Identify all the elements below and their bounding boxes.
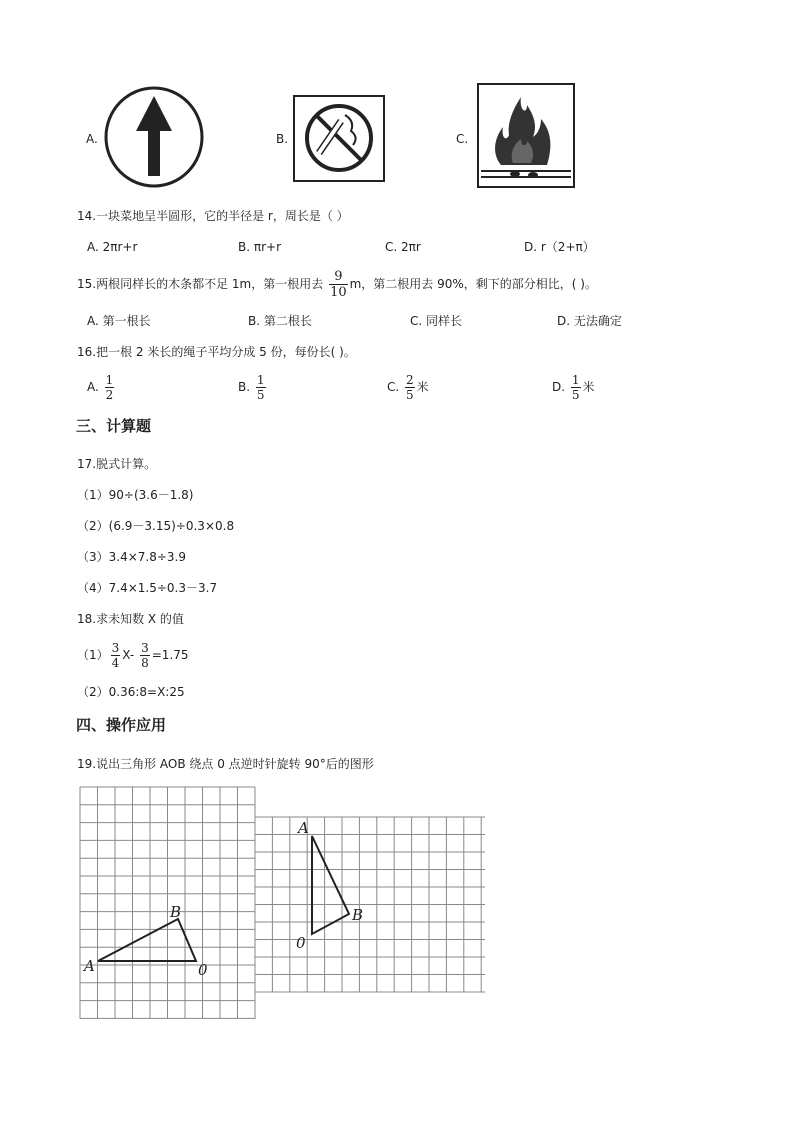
right-triangle-aob: [312, 836, 349, 934]
q15-option-a[interactable]: A. 第一根长: [87, 314, 151, 328]
section-3-heading: 三、计算题: [76, 417, 152, 435]
q16-option-d-label: D.: [552, 380, 566, 394]
q15-fraction-den: 10: [330, 285, 347, 300]
q16-stem: 16.把一根 2 米长的绳子平均分成 5 份，每份长( )。: [77, 345, 356, 359]
q16-option-d-num: 1: [571, 373, 580, 387]
q18-stem: 18.求未知数 X 的值: [77, 612, 184, 626]
left-triangle-aob: [98, 919, 196, 961]
left-grid-lines: [80, 787, 255, 1019]
q16-option-c[interactable]: [387, 373, 429, 401]
q16-option-b-den: 5: [256, 388, 265, 402]
left-label-o: 0: [198, 961, 208, 979]
option-a-label: A.: [86, 132, 98, 146]
q16-option-c-den: 5: [406, 388, 414, 402]
q16-option-a-fraction: [105, 374, 115, 401]
q15-fraction-num: 9: [334, 269, 343, 284]
right-grid-lines: [255, 817, 485, 992]
q18-fraction-1: [111, 642, 121, 669]
q16-option-d-fraction: [571, 374, 581, 401]
section-4-heading: 四、操作应用: [76, 716, 167, 734]
q16-option-b-num: 1: [256, 373, 265, 387]
q17-item-4: （4）7.4×1.5÷0.3－3.7: [77, 581, 218, 595]
q19-stem: 19.说出三角形 AOB 绕点 0 点逆时针旋转 90°后的图形: [77, 757, 374, 771]
q18-fraction-2-num: 3: [141, 641, 149, 655]
q16-option-b-label: B.: [238, 380, 251, 394]
flammable-fire-sign-icon: [477, 83, 575, 188]
q18-item-2: （2）0.36:8=X:25: [77, 685, 185, 699]
q18-item-1-tail: =1.75: [151, 648, 189, 662]
q16-option-b-fraction: [256, 374, 266, 401]
q18-fraction-2-den: 8: [141, 656, 149, 670]
q18-fraction-1-num: 3: [111, 641, 120, 655]
left-label-a: A: [84, 957, 95, 975]
q15-stem-post: m，第二根用去 90%，剩下的部分相比，( )。: [349, 277, 597, 291]
q17-item-1: （1）90÷(3.6－1.8): [77, 488, 194, 502]
q16-option-c-label: C.: [387, 380, 400, 394]
q15-option-c[interactable]: C. 同样长: [410, 314, 463, 328]
q18-item-1: [77, 640, 188, 670]
straight-arrow-sign-icon: [104, 86, 204, 188]
q14-option-d[interactable]: D. r（2+π）: [524, 240, 595, 254]
left-grid-figure: [78, 785, 258, 1021]
q16-option-c-fraction: [405, 374, 415, 401]
q16-option-a-label: A.: [87, 380, 99, 394]
q18-fraction-2: [140, 642, 150, 669]
q16-option-a-den: 2: [105, 388, 114, 402]
q15-option-d[interactable]: D. 无法确定: [557, 314, 622, 328]
option-b-label: B.: [276, 132, 289, 146]
q17-stem: 17.脱式计算。: [77, 457, 157, 471]
q16-option-c-num: 2: [406, 373, 414, 387]
right-label-b: B: [352, 906, 364, 924]
q16-option-a[interactable]: [87, 373, 116, 401]
q17-item-2: （2）(6.9－3.15)÷0.3×0.8: [77, 519, 235, 533]
q16-option-b[interactable]: [238, 373, 268, 401]
q16-option-d-unit: 米: [582, 380, 595, 394]
left-label-b: B: [170, 903, 182, 921]
q16-option-d[interactable]: [552, 373, 595, 401]
right-label-o: 0: [296, 934, 306, 952]
right-grid-figure: [254, 816, 488, 994]
q14-option-b[interactable]: B. πr+r: [238, 240, 282, 254]
right-label-a: A: [298, 819, 309, 837]
q14-option-a[interactable]: A. 2πr+r: [87, 240, 138, 254]
q16-option-c-unit: 米: [416, 380, 429, 394]
q18-item-1-mid: X-: [122, 648, 135, 662]
q18-item-1-prefix: （1）: [77, 648, 109, 662]
q15-fraction: [329, 270, 348, 299]
q17-item-3: （3）3.4×7.8÷3.9: [77, 550, 186, 564]
no-smoking-sign-icon: [293, 95, 385, 182]
option-c-label: C.: [456, 132, 469, 146]
q14-option-c[interactable]: C. 2πr: [385, 240, 421, 254]
q15-stem-pre: 15.两根同样长的木条都不足 1m，第一根用去: [77, 277, 324, 291]
q18-fraction-1-den: 4: [111, 656, 120, 670]
q16-option-a-num: 1: [105, 373, 114, 387]
q15-stem: [77, 269, 597, 299]
q15-option-b[interactable]: B. 第二根长: [248, 314, 312, 328]
q14-stem: 14.一块菜地呈半圆形，它的半径是 r，周长是（ ）: [77, 209, 349, 223]
q16-option-d-den: 5: [571, 388, 580, 402]
